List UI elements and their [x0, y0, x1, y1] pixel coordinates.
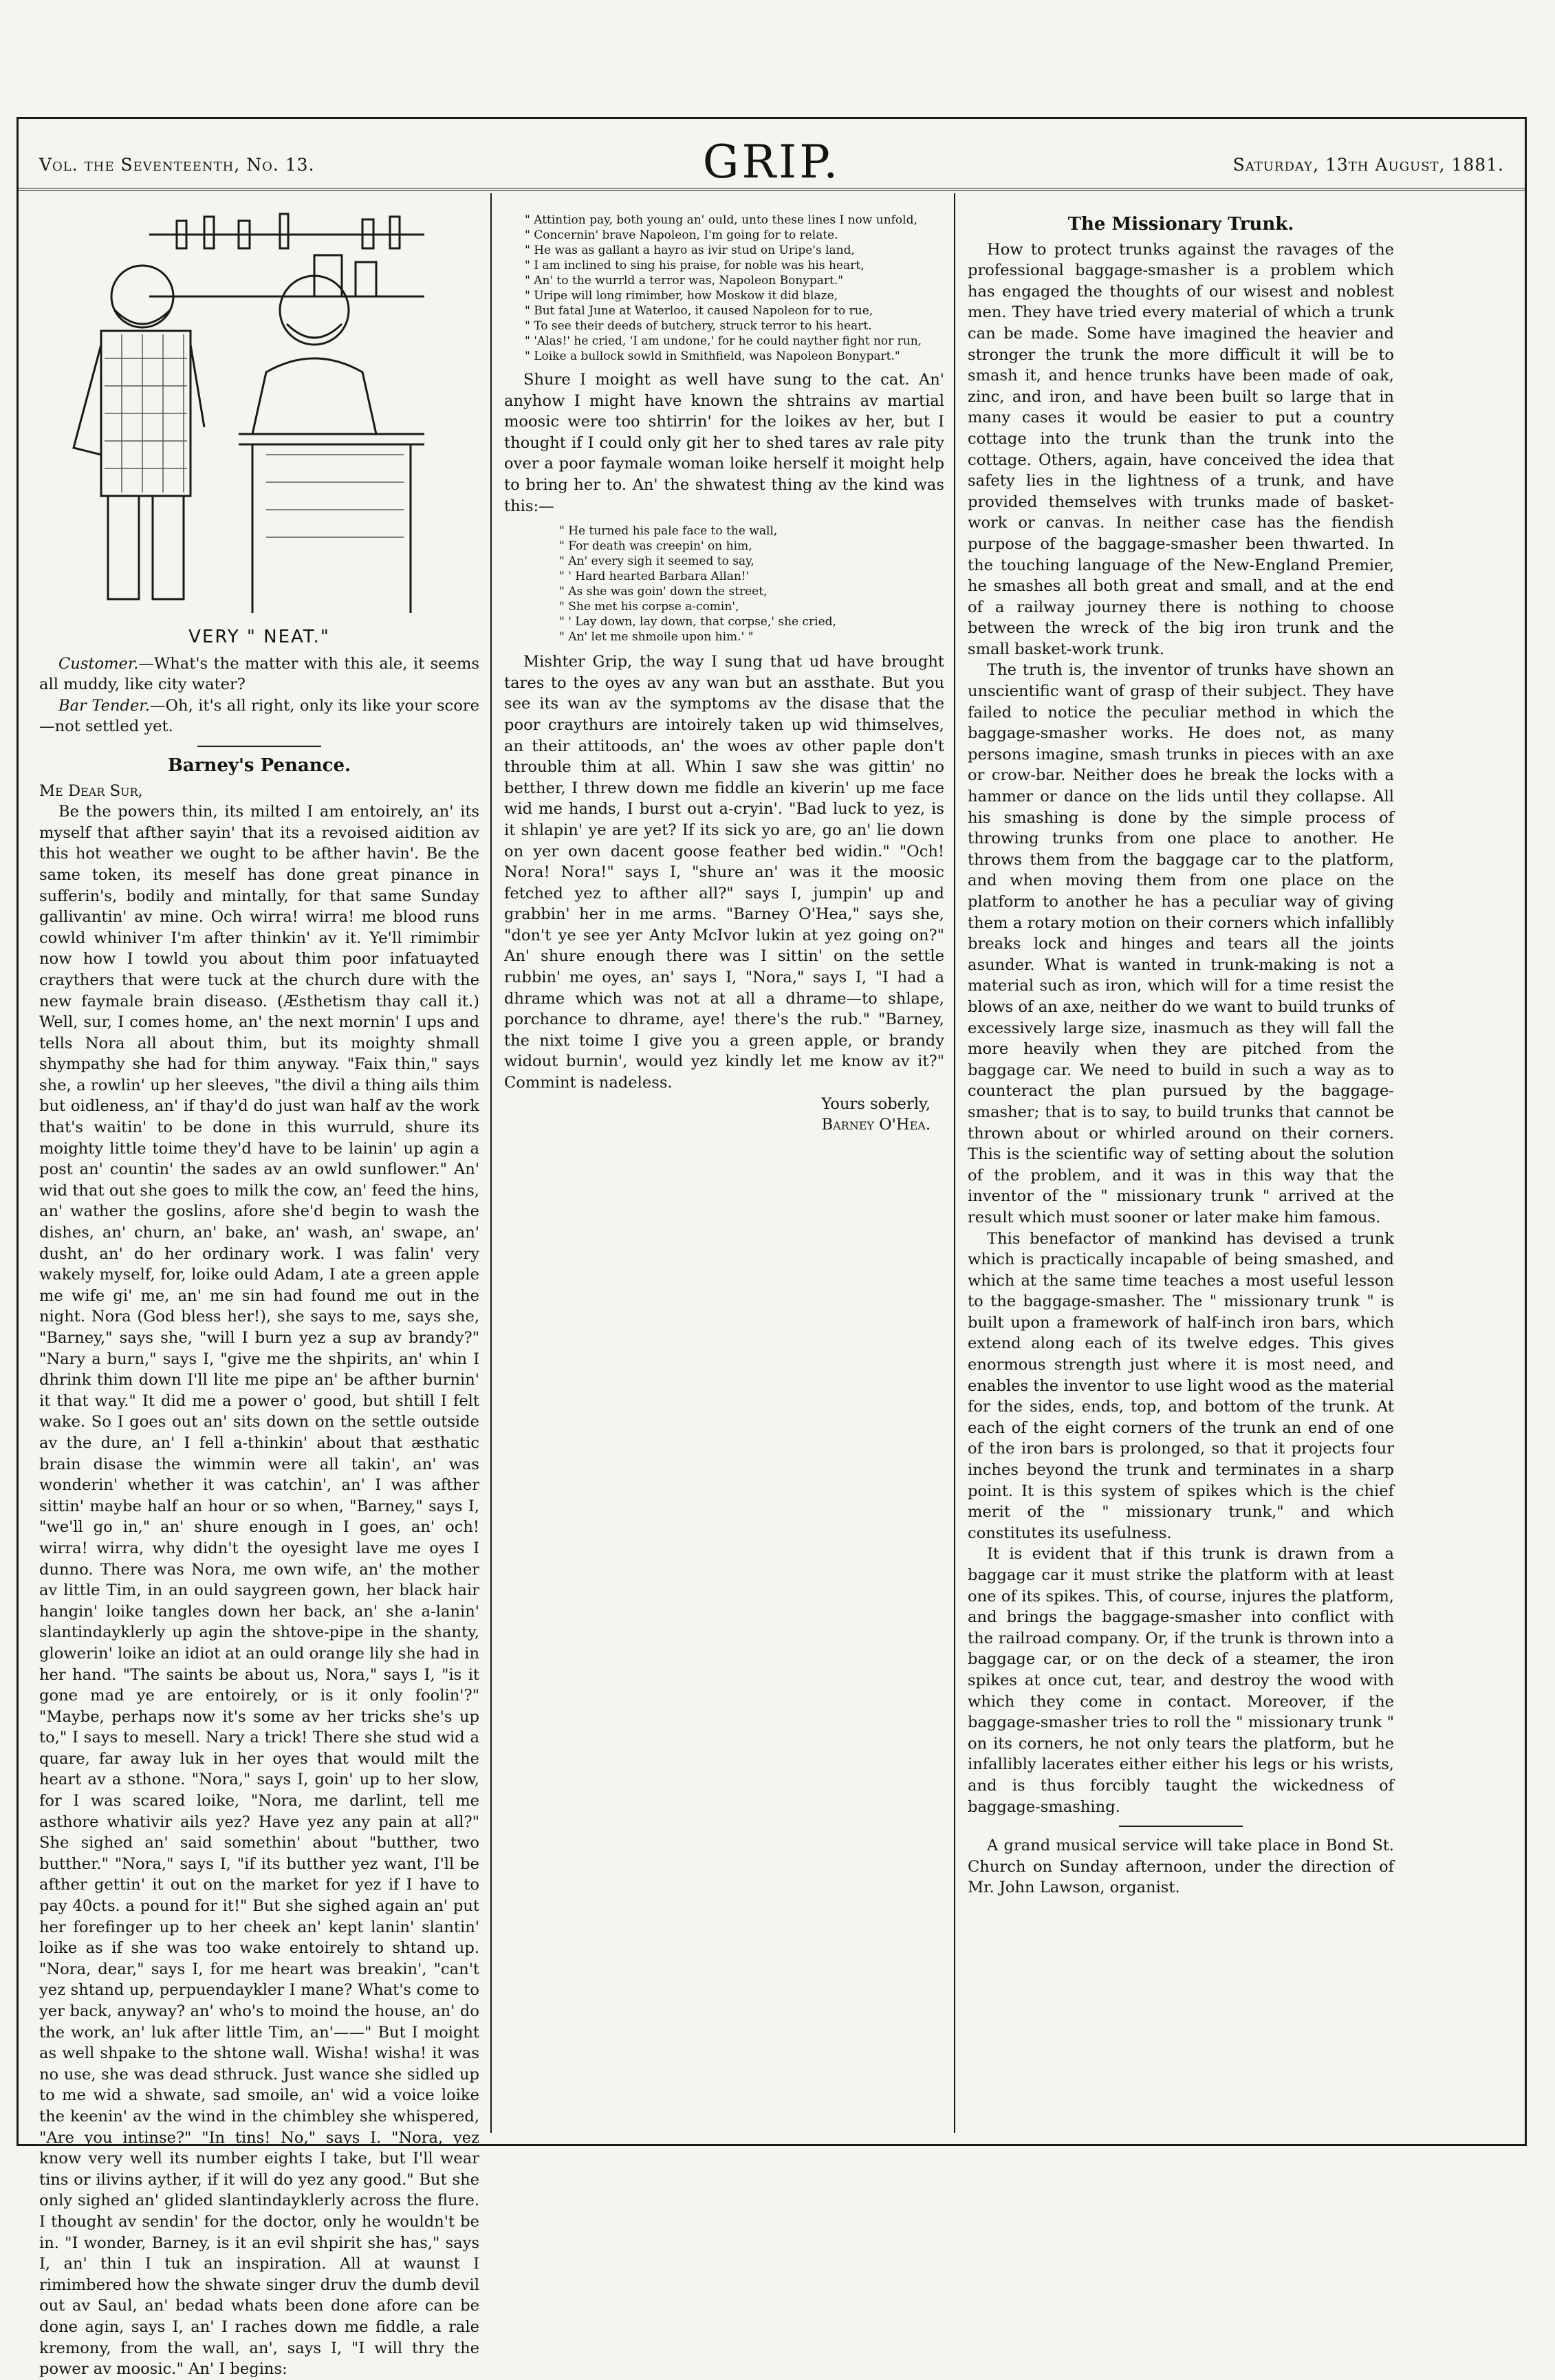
- bar-cartoon-illustration: [39, 207, 479, 620]
- verse-line: " I am inclined to sing his praise, for noble was his heart,: [525, 259, 865, 272]
- cartoon-caption: VERY " NEAT.": [188, 627, 330, 647]
- columns: [19, 193, 1525, 2379]
- trunk-paragraph: It is evident that if this trunk is drawn from a baggage car it must strike the platform with at least one of its spikes. This, of course, injures the platform, and brings the baggage-smasher into conflict with the railroad company. Or, if the trunk is thrown into a baggage car, or on the deck of a steamer, the iron spikes at once cut, tear, and destroy the wood with which they come in contact. Moreover, if the baggage-smasher tries to roll the " missionary trunk " on its corners, he not only tears the platform, but he infallibly lacerates either either his legs or his wrists, and is thus forcibly taught the wickedness of baggage-smashing.: [968, 1545, 1394, 1816]
- trunk-paragraph: The truth is, the inventor of trunks have shown an unscientific want of grasp of their subject. They have failed to notice the peculiar method in which the baggage-smasher works. He does not, as many persons imagine, smash trunks in pieces with an axe or crow-bar. Neither does he break the locks with a hammer or dance on the lids until they collapse. All his smashing is done by the simple process of throwing trunks from one place to another. He throws them from the baggage car to the platform, and when moving them from one place on the platform to another he has a peculiar way of giving them a rotary motion on their corners which infallibly breaks lock and hinges and tears all the joints asunder. What is wanted in trunk-making is not a material such as iron, which will for a time resist the blows of an axe, neither do we want to build trunks of excessively large size, inasmuch as they will fall the more heavily when they are pitched from the baggage car. We need to build in such a way as to counteract the plan pursued by the baggage-smasher; that is to say, to build trunks that cannot be thrown about or whirled around on their corners. This is the scientific way of setting about the solution of the problem, and it was in this way that the inventor of the " missionary trunk " arrived at the result which must sooner or later make him famous.: [968, 661, 1394, 1226]
- newspaper-page: [17, 117, 1527, 2379]
- section-divider: [197, 746, 321, 747]
- masthead: [19, 119, 1525, 191]
- verse-line: " An' let me shmoile upon him.' ": [559, 630, 754, 645]
- article-title-barney: Barney's Penance.: [167, 755, 351, 776]
- trunk-paragraph: How to protect trunks against the ravages of the professional baggage-smasher is a problem which has engaged the thoughts of our wisest and noblest men. They have tried every material of which a trunk can be made. Some have imagined the heavier and stronger the trunk the more difficult it will be to smash it, and hence trunks have been made of oak, zinc, and iron, and have been built so large that in many cases it would be easier to put a country cottage into the trunk than the trunk into the cottage. Others, again, have conceived the idea that safety lies in the lightness of a trunk, and have provided themselves with trunks made of basket-work or canvas. In neither case has the fiendish purpose of the baggage-smasher been thwarted. In the touching language of the New-England Premier, he smashes all both great and small, and at the end of a railway journey there is nothing to choose between the wreck of the big iron trunk and the small basket-work trunk.: [968, 240, 1394, 658]
- letter-signoff: Yours soberly,: [821, 1094, 931, 1113]
- column-3: [968, 207, 1394, 2133]
- verse-line: " He was as gallant a hayro as ivir stud on Uripe's land,: [525, 244, 855, 257]
- volume-number: Vol. the Seventeenth, No. 13.: [39, 155, 315, 175]
- barney-paragraph: Shure I moight as well have sung to the cat. An' anyhow I might have known the shtrains av martial moosic were too shtirrin' for the loikes av her, but I thought if I could only git her to shed tares av rale pity over a poor faymale woman loike herself it moight help to bring her to. An' the shwatest thing av the kind was this:—: [504, 371, 944, 515]
- column-1: [39, 207, 479, 2379]
- cartoon-dialogue-tender: [39, 695, 479, 737]
- barbara-allan-verse: [559, 523, 944, 645]
- section-divider: [1119, 1826, 1243, 1827]
- verse-line: " An' to the wurrld a terror was, Napoleon Bonypart.": [525, 274, 844, 288]
- column-2: [504, 207, 944, 2133]
- verse-line: " An' every sigh it seemed to say,: [559, 554, 754, 569]
- church-notice: A grand musical service will take place in Bond St. Church on Sunday afternoon, under the direction of Mr. John Lawson, organist.: [968, 1837, 1394, 1897]
- verse-line: " Uripe will long rimimber, how Moskow it did blaze,: [525, 289, 838, 303]
- barney-paragraph: Be the powers thin, its milted I am entoirely, an' its myself that afther sayin' that its a revoised aidition av this hot weather we ought to be afther havin'. Be the same token, its meself has done great pinance in sufferin's, bodily and mintally, for that same Sunday gallivantin' av mine. Och wirra! wirra! me blood runs cowld whiniver I'm after thinkin' av it. Ye'll rimimbir now how I towld you about thim poor infatuayted craythers that were tuck at the church dure with the new faymale brain diseaso. (Æsthetism thay call it.) Well, sur, I comes home, an' the next mornin' I ups and tells Nora all about thim, but its moighty shmall shympathy she had for thim anyway. "Faix thin," says she, a rowlin' up her sleeves, "the divil a thing ails thim but oidleness, an' if thay'd do just wan half av the work that's waitin' to be done in this wurruld, shure its moighty little toime they'd have to be lainin' up agin a post an' countin' the sades av an owld sunflower." An' wid that out she goes to milk the cow, an' feed the hins, an' wather the goslins, afore she'd begin to wash the dishes, an' churn, an' bake, an' wash, an' swape, an' dusht, an' do her ordinary work. I was falin' very wakely myself, for, loike ould Adam, I ate a green apple me wife gi' me, an' me sin had found me out in the night. Nora (God bless her!), she says to me, says she, "Barney," says she, "will I burn yez a sup av brandy?" "Nary a burn," says I, "give me the shpirits, an' whin I dhrink thim down I'll lite me pipe an' be afther burnin' it that way." It did me a power o' good, but shtill I felt wake. So I goes out an' sits down on the settle outside av the dure, an' I fell a-thinkin' about that æsthatic brain disase the wimmin were all takin', an' was wonderin' whether it was catchin', an' I was afther sittin' maybe half an hour or so when, "Barney," says I, "we'll go in," an' shure enough in I goes, an' och! wirra! wirra, why didn't the oyesight lave me oyes I dunno. There was Nora, me own wife, an' the mother av little Tim, in an ould saygreen gown, her black hair hangin' loike tangles down her back, an' she a-lanin' slantindayklerly up agin the shtove-pipe in the shanty, glowerin' loike an idiot at an ould orange lily she had in her hand. "The saints be about us, Nora," says I, "is it gone mad ye are entoirely, or is it only foolin'?" "Maybe, perhaps now it's some av her tricks she's up to," I says to mesell. Nary a trick! There she stud wid a quare, far away luk in her oyes that would milt the heart av a sthone. "Nora," says I, goin' up to her slow, for I was scared loike, "Nora, me darlint, tell me asthore whativir ails yez? Have yez any pain at all?" She sighed an' said somethin' about "butther, two butther." "Nora," says I, "if its butther yez want, I'll be afther gettin' it out on the market for yez if I have to pay 40cts. a pound for it!" But she sighed again an' put her forefinger up to her cheek an' kept lanin' slantin' loike as if she was too wake entoirely to shtand up. "Nora, dear," says I, for me heart was breakin', "can't yez shtand up, perpuendaykler I mane? What's come to yer back, anyway? an' who's to moind the house, an' do the work, an' luk after little Tim, an'——" But I moight as well shpake to the shtone wall. Wisha! wisha! it was no use, she was dead sthruck. Just wance she sidled up to me wid a shwate, sad smoile, an' wid a voice loike the keenin' av the wind in the chimbley she whispered, "Are you intinse?" "In tins! No," says I. "Nora, yez know very well its number eights I take, but I'll wear tins or ilivins ayther, if it will do yez any good." But she only sighed an' glided slantindayklerly across the flure. I thought av sendin' for the doctor, only he wouldn't be in. "I wonder, Barney, is it an evil shpirit she has," says I, an' thin I tuk an inspiration. All at waunst I rimimbered how the shwate singer druv the dumb devil out av Saul, an' bedad whats been done afore can be done agin, says I, an' I raches down me fiddle, a rale kremony, from the wall, an', says I, "I will thry the power av moosic." An' I begins:: [39, 803, 479, 2379]
- column-rule: [954, 193, 955, 2133]
- verse-line: " 'Alas!' he cried, 'I am undone,' for he could nayther fight nor run,: [525, 334, 922, 348]
- speaker-customer: Customer.: [58, 654, 139, 673]
- publication-title: GRIP.: [702, 136, 841, 188]
- verse-line: " Loike a bullock sowld in Smithfield, was Napoleon Bonypart.": [525, 349, 900, 363]
- verse-line: " For death was creepin' on him,: [559, 539, 752, 554]
- verse-line: " As she was goin' down the street,: [559, 585, 768, 599]
- barney-paragraph: Mishter Grip, the way I sung that ud have brought tares to the oyes av any wan but an assthate. But you see its wan av the symptoms av the disase that the poor craythurs are intoirely taken up wid thimselves, an their attitoods, an' the woes av other paple don't throuble thim at all. Whin I saw she was gittin' no betther, I threw down me fiddle an kiverin' up me face wid me hands, I burst out a-cryin'. "Bad luck to yez, is it shlapin' ye are yet? If its sick yo are, go an' lie down on yer own dacent goose feather bed widin." "Och! Nora! Nora!" says I, "shure an' was it the moosic fetched yez to afther all?" says I, jumpin' up and grabbin' her in me arms. "Barney O'Hea," says she, "don't ye see yer Anty McIvor lukin at yez going on?" An' shure enough there was I sittin' on the settle rubbin' me oyes, an' says I, "Nora," says I, "I had a dhrame which was not at all a dhrame—to shlape, porchance to dhrame, aye! there's the rub." "Barney, the nixt toime I give you a green apple, or brandy widout burnin', would yez kindly let me know av it?" Commint is nadeless.: [504, 653, 944, 1092]
- tender-line: —Oh, it's all right, only its like your score—not settled yet.: [39, 696, 479, 736]
- speaker-bar-tender: Bar Tender.: [58, 696, 150, 715]
- verse-line: " ' Lay down, lay down, that corpse,' she cried,: [559, 615, 836, 629]
- verse-line: " To see their deeds of butchery, struck terror to his heart.: [525, 319, 872, 333]
- article-title-trunk: The Missionary Trunk.: [1067, 214, 1294, 235]
- letter-signature: Barney O'Hea.: [821, 1116, 931, 1134]
- verse-line: " Attintion pay, both young an' ould, unto these lines I now unfold,: [525, 213, 917, 227]
- customer-line: —What's the matter with this ale, it seems all muddy, like city water?: [39, 654, 479, 694]
- verse-line: " Concernin' brave Napoleon, I'm going for to relate.: [525, 228, 838, 242]
- verse-line: " ' Hard hearted Barbara Allan!': [559, 570, 750, 584]
- issue-date: Saturday, 13th August, 1881.: [1232, 155, 1504, 175]
- verse-line: " But fatal June at Waterloo, it caused Napoleon for to rue,: [525, 304, 873, 318]
- verse-line: " She met his corpse a-comin',: [559, 600, 739, 614]
- column-rule: [490, 193, 492, 2133]
- verse-line: " He turned his pale face to the wall,: [559, 524, 778, 539]
- napoleon-verse: [525, 213, 944, 364]
- cartoon-dialogue-customer: [39, 653, 479, 695]
- letter-salutation: Me Dear Sur,: [39, 781, 143, 800]
- trunk-paragraph: This benefactor of mankind has devised a trunk which is practically incapable of being smashed, and which at the same time teaches a most useful lesson to the baggage-smasher. The " missionary trunk " is built upon a framework of half-inch iron bars, which extend along each of its twelve edges. This gives enormous strength just where it is most need, and enables the inventor to use light wood as the material for the sides, ends, top, and bottom of the trunk. At each of the eight corners of the trunk an end of one of the iron bars is prolonged, so that it projects four inches beyond the trunk and terminates in a sharp point. It is this system of spikes which is the chief merit of the " missionary trunk," and which constitutes its usefulness.: [968, 1229, 1394, 1542]
